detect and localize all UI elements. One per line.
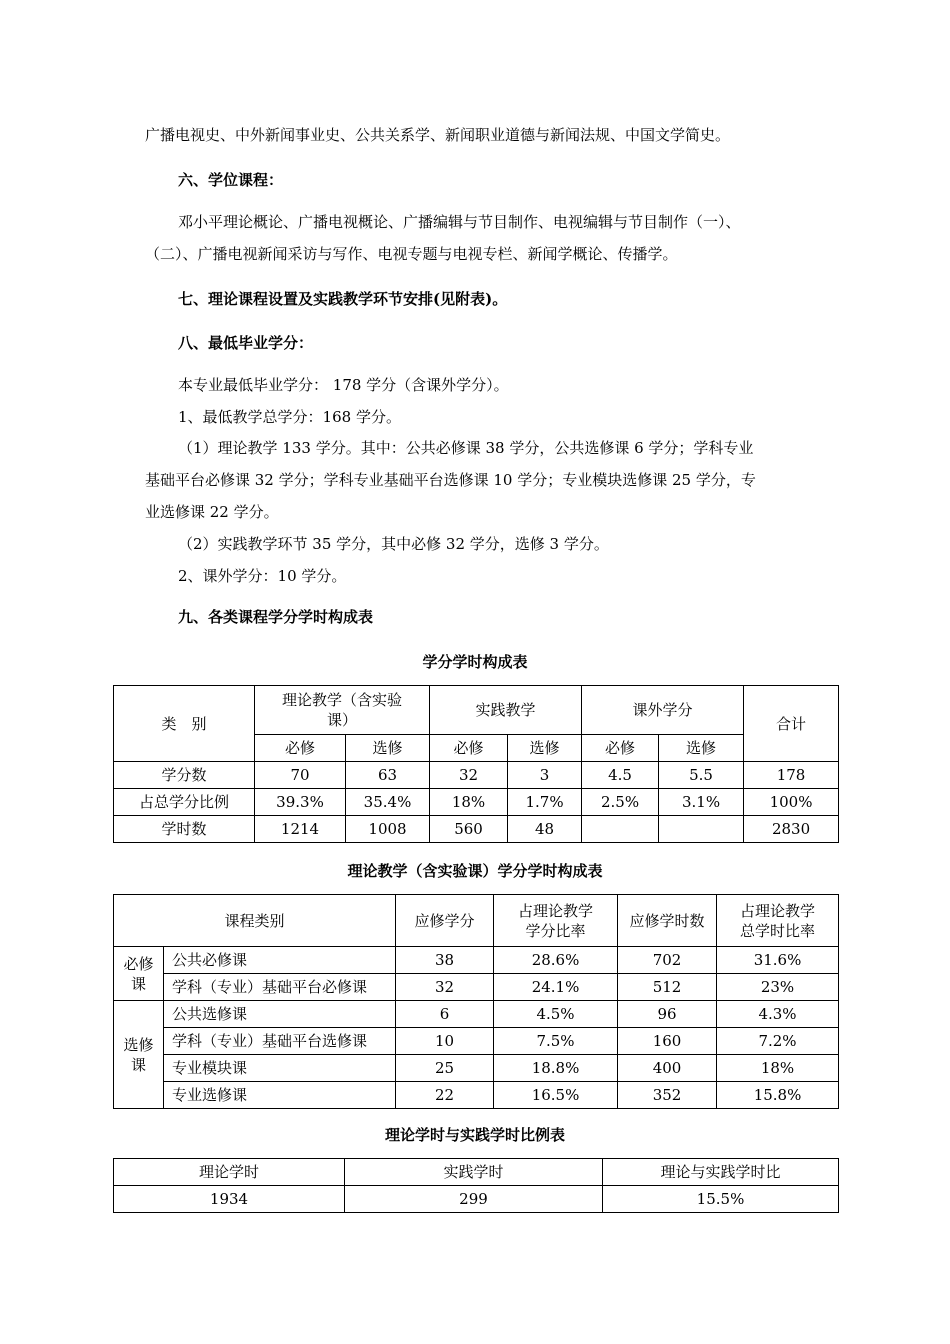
table-row bbox=[114, 1055, 839, 1082]
header-practice-hours: 实践学时 bbox=[345, 1159, 603, 1186]
table-cell: 400 bbox=[618, 1055, 717, 1082]
table-cell bbox=[582, 816, 659, 843]
table-cell: 1.7% bbox=[508, 789, 582, 816]
paragraph-theory-credits-1: （1）理论教学 133 学分。其中：公共必修课 38 学分，公共选修课 6 学分；学科专业 bbox=[178, 439, 754, 457]
table-cell: 1214 bbox=[255, 816, 346, 843]
table-row bbox=[114, 762, 839, 789]
row-label: 占总学分比例 bbox=[114, 789, 255, 816]
paragraph-course-list: 广播电视史、中外新闻事业史、公共关系学、新闻职业道德与新闻法规、中国文学简史。 bbox=[145, 126, 731, 144]
table-cell: 48 bbox=[508, 816, 582, 843]
paragraph-degree-courses-2: （二）、广播电视新闻采访与写作、电视专题与电视专栏、新闻学概论、传播学。 bbox=[145, 245, 678, 263]
table-cell bbox=[659, 816, 744, 843]
table-cell: 7.2% bbox=[717, 1028, 839, 1055]
heading-degree-courses: 六、学位课程： bbox=[178, 171, 284, 189]
table-cell: 39.3% bbox=[255, 789, 346, 816]
table-cell: 16.5% bbox=[494, 1082, 618, 1109]
course-name: 专业模块课 bbox=[164, 1055, 396, 1082]
paragraph-extra-credits: 2、课外学分：10 学分。 bbox=[178, 567, 347, 585]
table-cell: 6 bbox=[396, 1001, 494, 1028]
group-required: 必修 课 bbox=[114, 947, 164, 1001]
theory-practice-table bbox=[113, 1158, 839, 1213]
table-cell: 3 bbox=[508, 762, 582, 789]
table-cell: 15.8% bbox=[717, 1082, 839, 1109]
table-row bbox=[114, 947, 839, 974]
table-cell: 2.5% bbox=[582, 789, 659, 816]
table-cell: 178 bbox=[744, 762, 839, 789]
header-credits: 应修学分 bbox=[396, 895, 494, 947]
table-cell: 10 bbox=[396, 1028, 494, 1055]
header-hours-ratio: 理论与实践学时比 bbox=[603, 1159, 839, 1186]
heading-min-credits: 八、最低毕业学分： bbox=[178, 334, 314, 352]
header-practice: 实践教学 bbox=[430, 686, 582, 735]
course-name: 学科（专业）基础平台必修课 bbox=[164, 974, 396, 1001]
table1-caption: 学分学时构成表 bbox=[422, 653, 528, 671]
table-cell: 512 bbox=[618, 974, 717, 1001]
table-cell: 7.5% bbox=[494, 1028, 618, 1055]
table-cell: 96 bbox=[618, 1001, 717, 1028]
group-elective: 选修 课 bbox=[114, 1001, 164, 1109]
table-cell: 560 bbox=[430, 816, 508, 843]
row-label: 学时数 bbox=[114, 816, 255, 843]
table-cell: 18% bbox=[430, 789, 508, 816]
paragraph-teaching-credits: 1、最低教学总学分：168 学分。 bbox=[178, 408, 401, 426]
table-cell: 23% bbox=[717, 974, 839, 1001]
table-cell: 160 bbox=[618, 1028, 717, 1055]
course-name: 专业选修课 bbox=[164, 1082, 396, 1109]
paragraph-practice-credits: （2）实践教学环节 35 学分，其中必修 32 学分，选修 3 学分。 bbox=[178, 535, 609, 553]
header-extra: 课外学分 bbox=[582, 686, 744, 735]
table-cell: 1934 bbox=[114, 1186, 345, 1213]
header-hours: 应修学时数 bbox=[618, 895, 717, 947]
table-cell: 28.6% bbox=[494, 947, 618, 974]
table-cell: 25 bbox=[396, 1055, 494, 1082]
table-cell: 32 bbox=[396, 974, 494, 1001]
header-category: 类 别 bbox=[114, 686, 255, 762]
header-elective: 选修 bbox=[659, 735, 744, 762]
table-cell: 1008 bbox=[346, 816, 430, 843]
table-row bbox=[114, 974, 839, 1001]
table-cell: 352 bbox=[618, 1082, 717, 1109]
credit-hours-table bbox=[113, 685, 839, 843]
table-row bbox=[114, 1186, 839, 1213]
table-cell: 4.5% bbox=[494, 1001, 618, 1028]
table-row bbox=[114, 816, 839, 843]
header-credit-ratio: 占理论教学 学分比率 bbox=[494, 895, 618, 947]
course-name: 公共选修课 bbox=[164, 1001, 396, 1028]
header-elective: 选修 bbox=[346, 735, 430, 762]
table-cell: 38 bbox=[396, 947, 494, 974]
table-cell: 22 bbox=[396, 1082, 494, 1109]
table-cell: 100% bbox=[744, 789, 839, 816]
table-cell: 702 bbox=[618, 947, 717, 974]
course-name: 公共必修课 bbox=[164, 947, 396, 974]
table-cell: 32 bbox=[430, 762, 508, 789]
table-cell: 3.1% bbox=[659, 789, 744, 816]
heading-course-arrangement: 七、理论课程设置及实践教学环节安排(见附表)。 bbox=[178, 290, 508, 308]
header-required: 必修 bbox=[430, 735, 508, 762]
header-total: 合计 bbox=[744, 686, 839, 762]
table-cell: 4.3% bbox=[717, 1001, 839, 1028]
course-name: 学科（专业）基础平台选修课 bbox=[164, 1028, 396, 1055]
header-required: 必修 bbox=[255, 735, 346, 762]
table2-caption: 理论教学（含实验课）学分学时构成表 bbox=[347, 862, 603, 880]
table3-caption: 理论学时与实践学时比例表 bbox=[384, 1126, 565, 1144]
header-theory-hours: 理论学时 bbox=[114, 1159, 345, 1186]
paragraph-degree-courses-1: 邓小平理论概论、广播电视概论、广播编辑与节目制作、电视编辑与节目制作（一）、 bbox=[178, 213, 741, 231]
table-cell: 70 bbox=[255, 762, 346, 789]
heading-credit-structure: 九、各类课程学分学时构成表 bbox=[178, 608, 374, 626]
table-cell: 24.1% bbox=[494, 974, 618, 1001]
theory-credit-table bbox=[113, 894, 839, 1109]
paragraph-min-credits: 本专业最低毕业学分： 178 学分（含课外学分）。 bbox=[178, 376, 509, 394]
table-cell: 18.8% bbox=[494, 1055, 618, 1082]
table-cell: 15.5% bbox=[603, 1186, 839, 1213]
table-row bbox=[114, 1001, 839, 1028]
table-cell: 2830 bbox=[744, 816, 839, 843]
header-course-type: 课程类别 bbox=[114, 895, 396, 947]
table-row bbox=[114, 789, 839, 816]
header-elective: 选修 bbox=[508, 735, 582, 762]
table-cell: 31.6% bbox=[717, 947, 839, 974]
header-theory: 理论教学（含实验 课） bbox=[255, 686, 430, 735]
table-cell: 299 bbox=[345, 1186, 603, 1213]
row-label: 学分数 bbox=[114, 762, 255, 789]
table-row bbox=[114, 1082, 839, 1109]
header-hour-ratio: 占理论教学 总学时比率 bbox=[717, 895, 839, 947]
paragraph-theory-credits-3: 业选修课 22 学分。 bbox=[145, 503, 279, 521]
paragraph-theory-credits-2: 基础平台必修课 32 学分；学科专业基础平台选修课 10 学分；专业模块选修课 25 学分，专 bbox=[145, 471, 756, 489]
header-required: 必修 bbox=[582, 735, 659, 762]
table-cell: 4.5 bbox=[582, 762, 659, 789]
table-cell: 5.5 bbox=[659, 762, 744, 789]
table-row bbox=[114, 1028, 839, 1055]
table-cell: 63 bbox=[346, 762, 430, 789]
table-cell: 35.4% bbox=[346, 789, 430, 816]
table-cell: 18% bbox=[717, 1055, 839, 1082]
